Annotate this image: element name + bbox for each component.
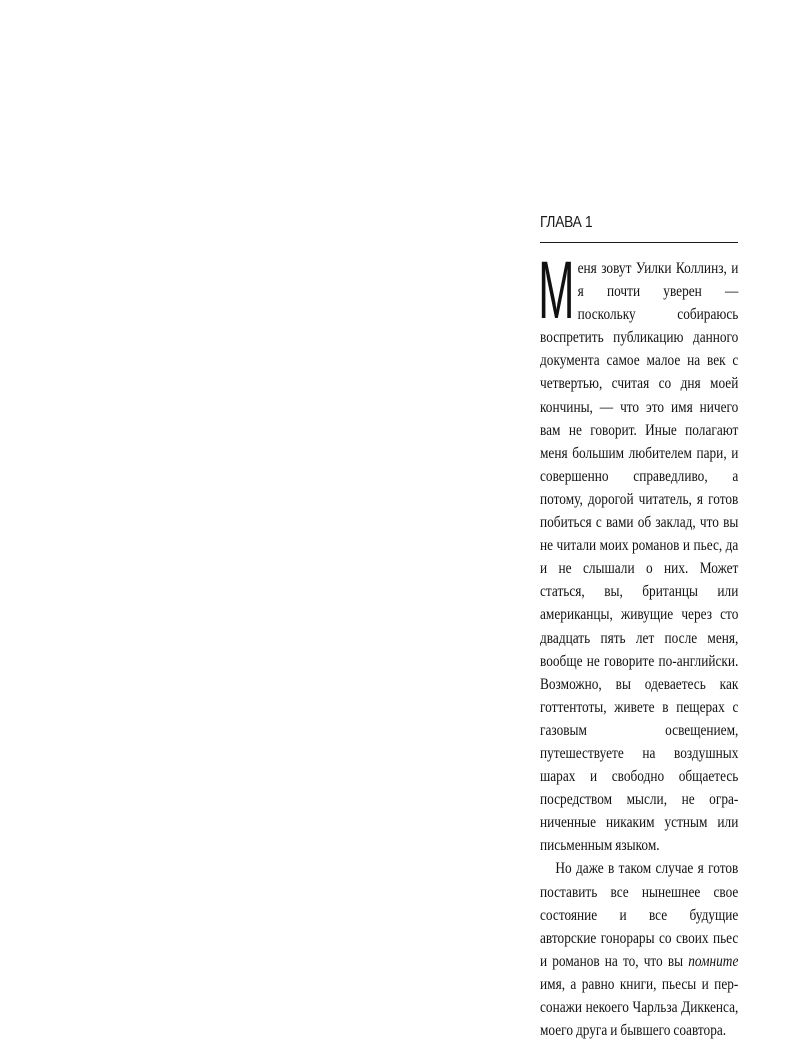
paragraph-second-text-before: Но даже в таком случае я готов поставить все нынешнее свое состояние и все будущие авторские гонорары со своих пьес и романов на то, что вы (540, 860, 739, 970)
paragraph-second (540, 857, 738, 1042)
drop-cap: М (538, 245, 575, 336)
paragraph-first-text: еня зовут Уилки Коллинз, и я почти уверен — поскольку собираюсь воспретить публикацию данного документа самое малое на век с четвертью, считая со дня моей кончины, — что это имя ничего вам не говорит. Иные полагают меня большим любителем пари, и совершенно справедливо, а потому, дорогой читатель, я готов побиться с вами об заклад, что вы не читали моих романов и пьес, да и не слышали о них. Может статься, вы, британцы или американцы, живущие через сто двадцать пять лет после меня, вообще не говорите по-английски. Возможно, вы одеваетесь как готтентоты, живете в пещерах с газовым освещением, путешествуете на воздушных шарах и свободно общаетесь посредством мысли, не ограниченные никаким устным или письменным языком. (540, 260, 739, 855)
paragraph-first (538, 245, 739, 857)
body-text (538, 245, 739, 1042)
paragraph-second-text-after: имя, а равно книги, пьесы и персонажи некоего Чарльза Диккенса, моего друга и бывшего соавтора. (540, 975, 739, 1040)
paragraph-second-italic: помните (688, 952, 739, 970)
heading-rule (540, 242, 738, 243)
chapter-heading: ГЛАВА 1 (540, 214, 593, 231)
text-column (540, 213, 738, 1042)
